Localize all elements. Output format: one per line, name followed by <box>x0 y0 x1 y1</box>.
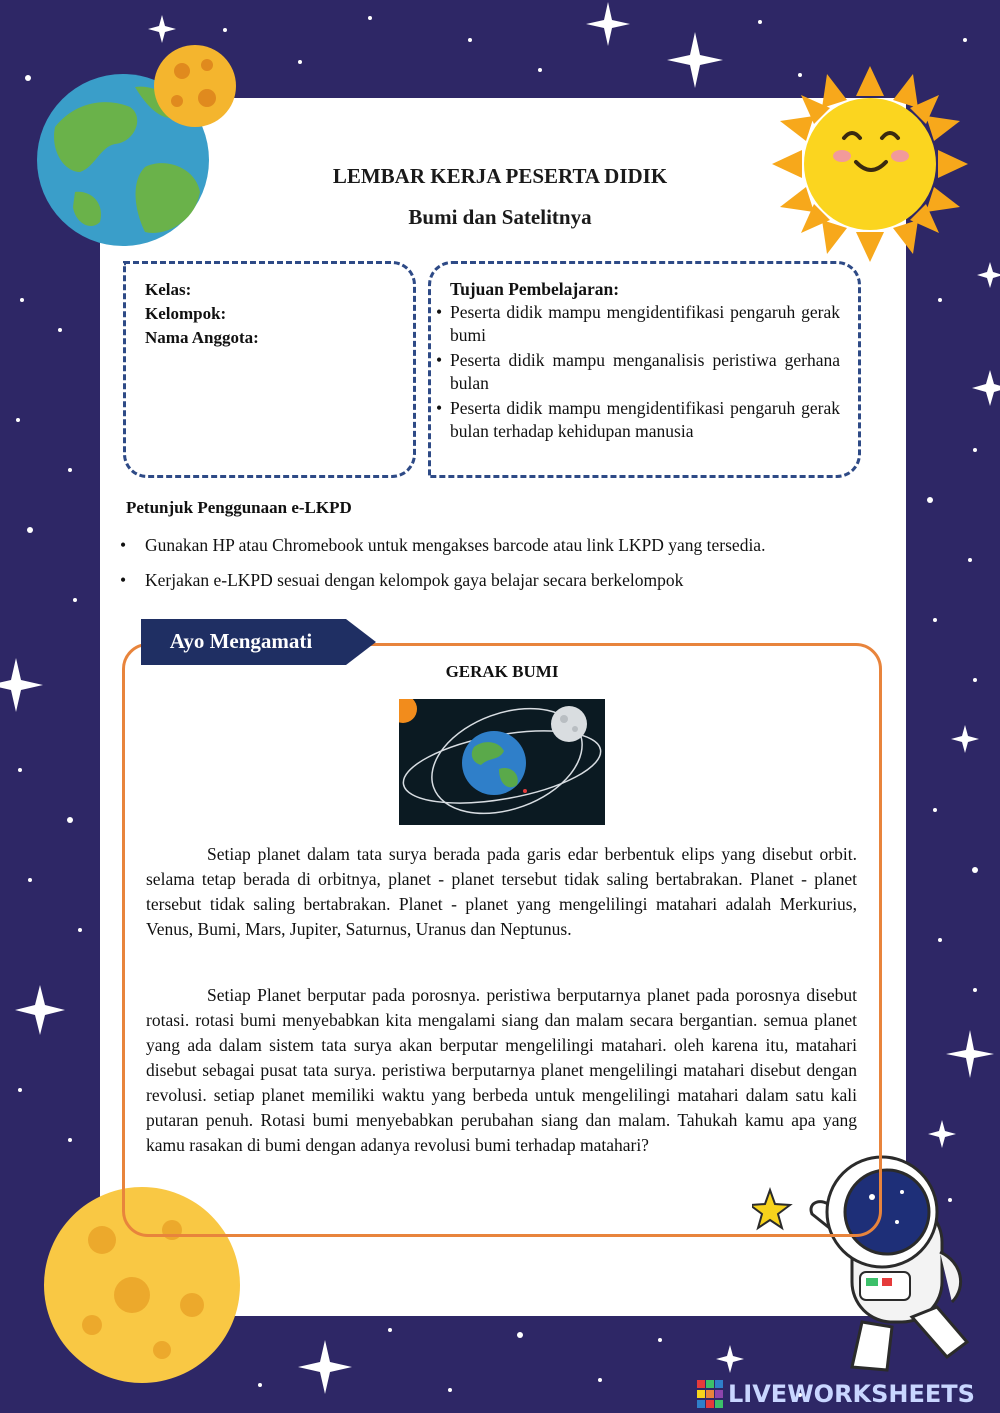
instructions-title: Petunjuk Penggunaan e-LKPD <box>126 498 352 517</box>
list-item: • Kerjakan e-LKPD sesuai dengan kelompok gaya belajar secara berkelompok <box>120 570 684 590</box>
instructions-list <box>120 533 880 603</box>
star-icon <box>716 1345 744 1373</box>
bullet-icon: • <box>120 570 127 590</box>
star-icon <box>951 725 979 753</box>
star-icon <box>15 985 65 1035</box>
list-item: • Gunakan HP atau Chromebook untuk mengakses barcode atau link LKPD yang tersedia. <box>120 535 766 555</box>
page-title: LEMBAR KERJA PESERTA DIDIK <box>332 164 668 188</box>
star-icon <box>972 370 1000 406</box>
list-item: • Peserta didik mampu menganalisis peristiwa gerhana bulan <box>436 350 840 393</box>
star-icon <box>667 32 723 88</box>
page-subtitle: Bumi dan Satelitnya <box>408 205 592 229</box>
field-kelompok: Kelompok: <box>145 304 227 323</box>
star-icon <box>977 262 1000 288</box>
field-kelas: Kelas: <box>145 280 192 299</box>
section-tag: Ayo Mengamati <box>169 629 313 653</box>
bullet-icon: • <box>436 398 443 418</box>
star-icon <box>946 1030 994 1078</box>
list-item: • Peserta didik mampu mengidentifikasi pengaruh gerak bulan terhadap kehidupan manusia <box>436 398 840 441</box>
watermark: LIVEWORKSHEETS <box>728 1380 975 1408</box>
paragraph-rotation: Setiap Planet berputar pada porosnya. peristiwa berputarnya planet pada porosnya disebut rotasi. rotasi bumi menyebabkan kita mengalami siang dan malam secara bergantian. semua planet yang ada dalam sistem tata surya akan berputar mengelilingi matahari. oleh karena itu, matahari disebut sebagai pusat tata surya. peristiwa berputarnya planet mengelilingi matahari disebut dengan revolusi. setiap planet memiliki waktu yang berbeda untuk mengelilingi matahari dalam satu kali putaran penuh. Rotasi bumi menyebabkan perubahan siang dan malam. Tahukah kamu apa yang kamu rasakan di bumi dengan adanya revolusi bumi terhadap matahari? <box>146 985 857 1155</box>
paragraph-orbit: Setiap planet dalam tata surya berada pada garis edar berbentuk elips yang disebut orbit. selama tetap berada di orbitnya, planet - planet tersebut tidak saling bertabrakan. Planet - planet tersebut tidak saling bertabrakan. Planet - planet yang mengelilingi matahari adalah Merkurius, Venus, Bumi, Mars, Jupiter, Saturnus, Uranus dan Neptunus. <box>146 844 857 939</box>
earth-orbit-illustration <box>399 699 605 825</box>
section-title: GERAK BUMI <box>445 662 559 681</box>
star-icon <box>586 2 630 46</box>
list-item: • Peserta didik mampu mengidentifikasi pengaruh gerak bumi <box>436 302 840 345</box>
small-moon-icon <box>152 43 238 129</box>
bullet-icon: • <box>436 302 443 322</box>
objectives-title: Tujuan Pembelajaran: <box>450 279 620 299</box>
objectives-content <box>436 277 840 445</box>
identity-fields <box>145 278 259 350</box>
field-nama-anggota: Nama Anggota: <box>145 328 259 347</box>
liveworksheets-logo-icon <box>697 1380 723 1408</box>
bullet-icon: • <box>120 535 127 555</box>
bullet-icon: • <box>436 350 443 370</box>
star-icon <box>0 658 43 712</box>
star-icon <box>298 1340 352 1394</box>
star-icon <box>148 15 176 43</box>
